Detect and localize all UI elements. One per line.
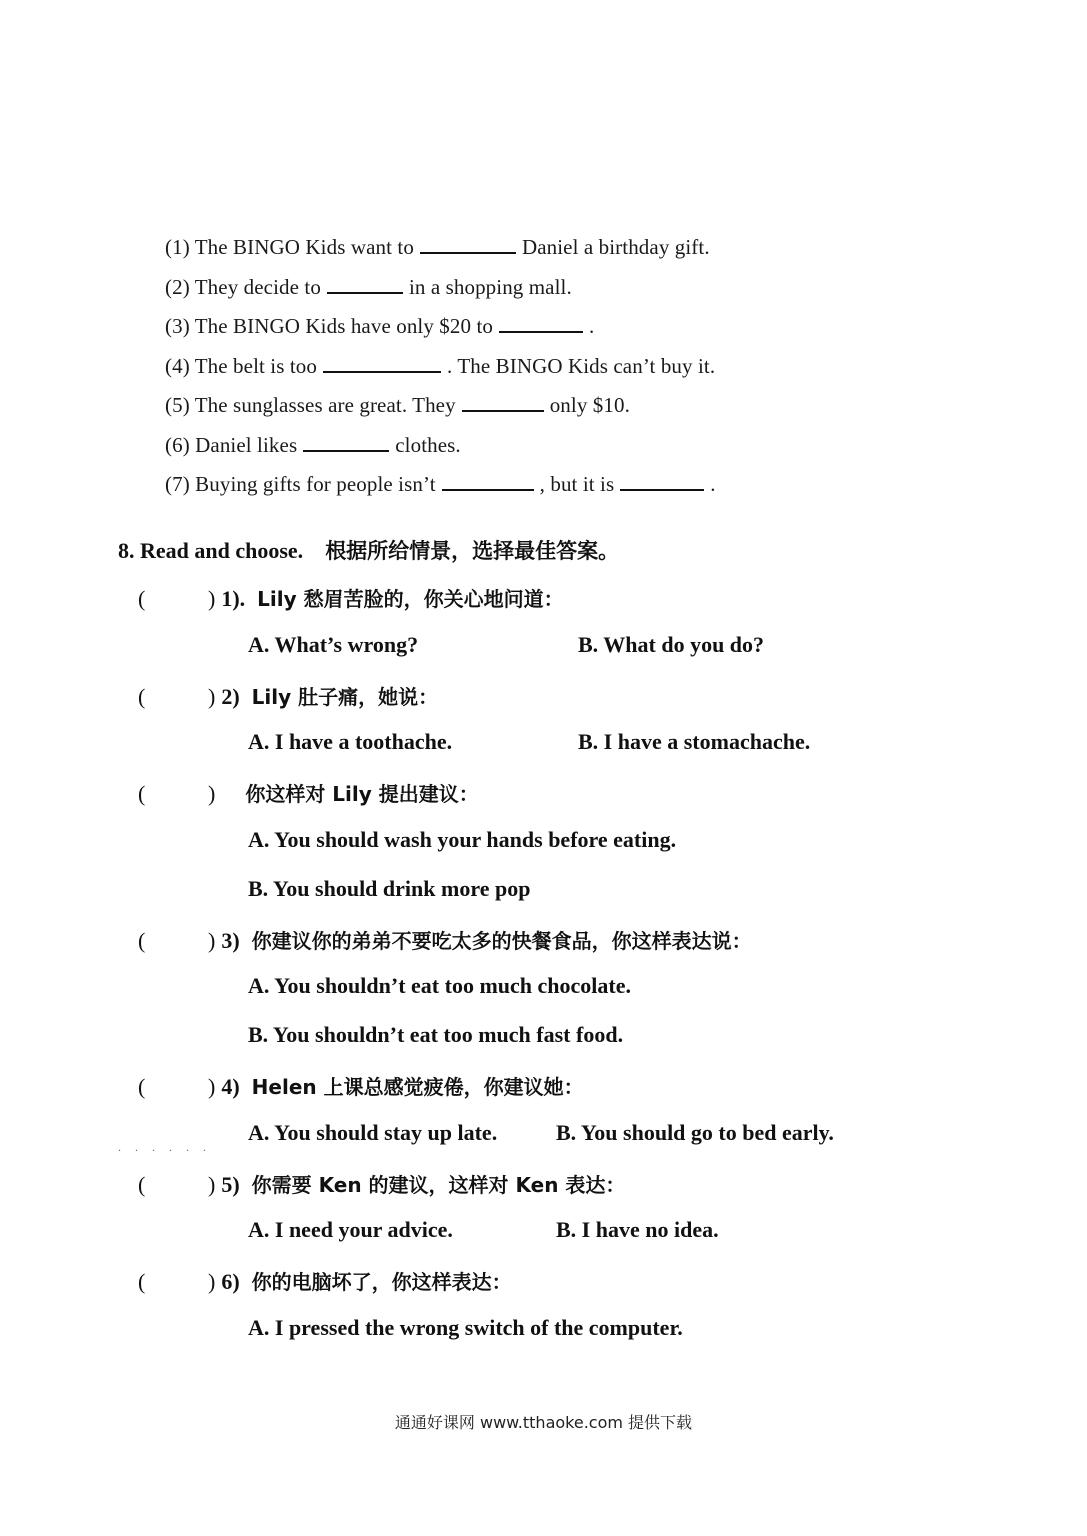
question-number: 5) — [221, 1172, 240, 1197]
options-row — [248, 1217, 719, 1247]
line-text: (3) The BINGO Kids have only $20 to — [165, 314, 493, 338]
answer-blank[interactable] — [462, 392, 544, 412]
answer-paren[interactable]: ( — [138, 684, 146, 709]
question-number: 2) — [221, 684, 240, 709]
question-number: 6) — [221, 1269, 240, 1294]
answer-paren[interactable]: ( — [138, 781, 146, 806]
answer-blank[interactable] — [420, 234, 516, 254]
answer-blank[interactable] — [442, 471, 534, 491]
option-a: A. You should wash your hands before eating. — [248, 827, 677, 852]
option-b: B. You should go to bed early. — [556, 1120, 834, 1145]
answer-blank[interactable] — [323, 353, 441, 373]
question-text: Lily 肚子痛，她说： — [251, 685, 439, 709]
fill-in-line-2 — [165, 274, 572, 304]
answer-blank[interactable] — [499, 313, 583, 333]
question-text: 你建议你的弟弟不要吃太多的快餐食品，你这样表达说： — [251, 929, 752, 953]
answer-blank[interactable] — [327, 274, 403, 294]
option-a-row — [248, 827, 676, 857]
question-number: 4) — [221, 1074, 240, 1099]
line-text: Daniel a birthday gift. — [521, 235, 710, 259]
footer-credit: 通通好课网 www.tthaoke.com 提供下载 — [394, 1413, 693, 1432]
answer-paren[interactable]: ( — [138, 928, 146, 953]
question-text: 你这样对 Lily 提出建议： — [245, 782, 479, 806]
fill-in-line-6 — [165, 432, 461, 462]
option-b-row — [248, 1022, 623, 1052]
option-a: A. What’s wrong? — [248, 632, 419, 657]
question-6 — [138, 1266, 512, 1296]
line-text: clothes. — [395, 433, 461, 457]
question-number: 3) — [221, 928, 240, 953]
option-b: B. I have no idea. — [556, 1217, 719, 1242]
answer-paren[interactable]: ( — [138, 1172, 146, 1197]
section-title-cn: 根据所给情景，选择最佳答案。 — [325, 539, 620, 563]
line-text: in a shopping mall. — [408, 275, 572, 299]
option-b: B. What do you do? — [578, 632, 765, 657]
question-1 — [138, 583, 564, 613]
options-row — [248, 1120, 834, 1150]
answer-paren-close: ) — [208, 1074, 216, 1099]
line-text: , but it is — [539, 472, 615, 496]
option-b: B. You shouldn’t eat too much fast food. — [248, 1022, 624, 1047]
answer-paren[interactable]: ( — [138, 1074, 146, 1099]
question-5 — [138, 1169, 625, 1199]
line-text: (4) The belt is too — [165, 354, 317, 378]
fill-in-line-5 — [165, 392, 630, 422]
question-3 — [138, 925, 752, 955]
option-a: A. I have a toothache. — [248, 729, 453, 754]
question-text: Helen 上课总感觉疲倦，你建议她： — [251, 1075, 584, 1099]
line-text: . — [710, 472, 716, 496]
line-text: . The BINGO Kids can’t buy it. — [447, 354, 716, 378]
answer-paren-close: ) — [208, 1172, 216, 1197]
answer-paren-close: ) — [208, 781, 216, 806]
section-title — [118, 535, 619, 565]
options-row — [248, 632, 765, 662]
line-text: (2) They decide to — [165, 275, 321, 299]
fill-in-line-3 — [165, 313, 594, 343]
line-text: (5) The sunglasses are great. They — [165, 393, 456, 417]
option-a: A. You should stay up late. — [248, 1120, 498, 1145]
question-text: 你的电脑坏了，你这样表达： — [251, 1270, 512, 1294]
answer-blank[interactable] — [620, 471, 704, 491]
answer-paren-close: ) — [208, 928, 216, 953]
option-a-row — [248, 1315, 683, 1345]
line-text: only $10. — [549, 393, 630, 417]
answer-paren-close: ) — [208, 1269, 216, 1294]
answer-paren[interactable]: ( — [138, 586, 146, 611]
question-text: 你需要 Ken 的建议，这样对 Ken 表达： — [251, 1173, 626, 1197]
option-b-row — [248, 876, 530, 906]
fill-in-line-4 — [165, 353, 715, 383]
line-text: . — [589, 314, 595, 338]
answer-paren-close: ) — [208, 684, 216, 709]
option-a: A. I need your advice. — [248, 1217, 453, 1242]
question-number: 1). — [221, 586, 246, 611]
question-2 — [138, 681, 438, 711]
option-b: B. I have a stomachache. — [578, 729, 811, 754]
question-4 — [138, 1071, 584, 1101]
question-text: Lily 愁眉苦脸的，你关心地问道： — [257, 587, 564, 611]
line-text: (7) Buying gifts for people isn’t — [165, 472, 436, 496]
option-a: A. You shouldn’t eat too much chocolate. — [248, 973, 631, 998]
option-a-row — [248, 973, 631, 1003]
answer-paren[interactable]: ( — [138, 1269, 146, 1294]
section-title-en: 8. Read and choose. — [118, 538, 304, 563]
fill-in-line-1 — [165, 234, 710, 264]
answer-blank[interactable] — [303, 432, 389, 452]
answer-paren-close: ) — [208, 586, 216, 611]
options-row — [248, 729, 811, 759]
line-text: (6) Daniel likes — [165, 433, 298, 457]
dot-leader: ...... — [118, 1140, 220, 1154]
option-b: B. You should drink more pop — [248, 876, 531, 901]
question-advice — [138, 778, 479, 808]
line-text: (1) The BINGO Kids want to — [165, 235, 414, 259]
fill-in-line-7 — [165, 471, 716, 501]
option-a: A. I pressed the wrong switch of the computer. — [248, 1315, 683, 1340]
